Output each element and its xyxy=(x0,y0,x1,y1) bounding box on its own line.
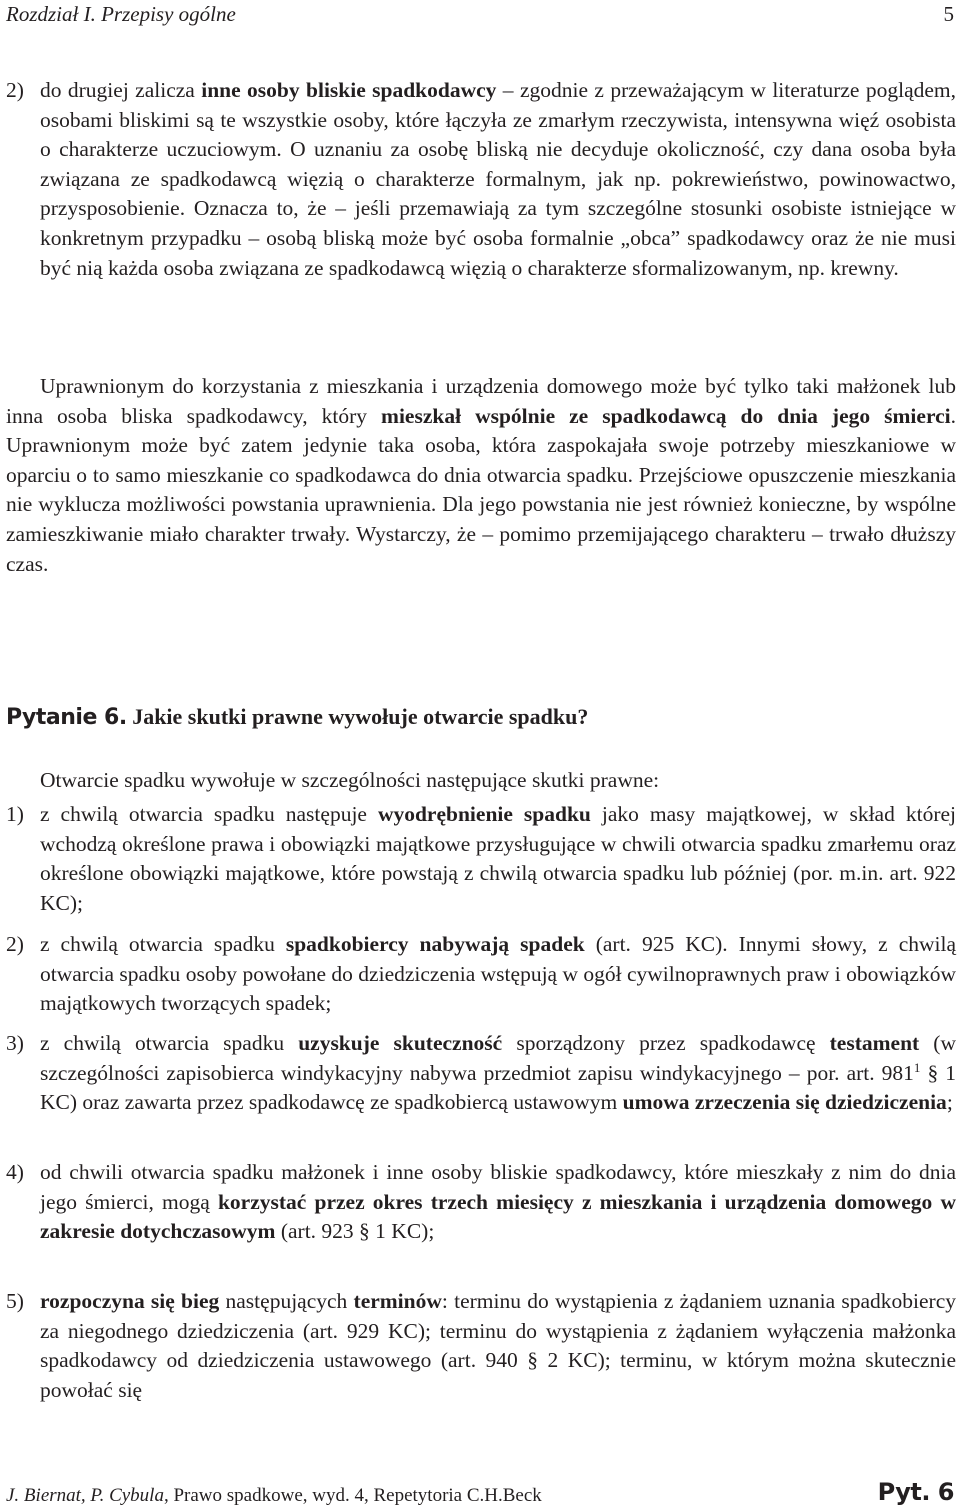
list-item-text xyxy=(40,800,956,918)
list-number: 4) xyxy=(6,1160,24,1184)
bold-run: inne osoby bliskie spadkodawcy xyxy=(201,78,497,102)
text-run: z chwilą otwarcia spadku następuje xyxy=(40,802,378,826)
bold-run: wyodrębnienie spadku xyxy=(377,802,591,826)
bold-run: spadkobiercy nabywają spadek xyxy=(285,932,585,956)
bold-run: rozpoczyna się bieg xyxy=(40,1289,220,1313)
page-number: 5 xyxy=(943,2,954,26)
question-text: Jakie skutki prawne wywołuje otwarcie spadku? xyxy=(132,704,589,729)
text-run: (art. 923 § 1 KC); xyxy=(275,1219,435,1244)
footer-citation xyxy=(6,1484,542,1508)
text-run: : terminu do wystąpienia z żądaniem uznania spadkobiercy za niegodnego dziedziczenia (art. 929 KC); terminu do wystąpienia z żądaniem wyłączenia małżonka spadkodawcy od dziedziczenia ustawowego (art. 940 § 2 KC); terminu, w którym można skutecznie powołać się xyxy=(40,1289,956,1402)
list-item xyxy=(6,76,956,283)
bold-run: testament xyxy=(829,1031,920,1055)
list-number: 2) xyxy=(6,932,24,956)
running-header-chapter: Rozdział I. Przepisy ogólne xyxy=(6,2,236,26)
list-item xyxy=(6,930,956,1019)
list-item-text xyxy=(40,1029,956,1118)
text-run: od chwili otwarcia spadku małżonek i inne osoby bliskie spadkodawcy, które mieszkały z nim do dnia jego śmierci, mogą xyxy=(40,1160,956,1214)
list-number: 5) xyxy=(6,1289,24,1313)
list-number: 2) xyxy=(6,78,24,102)
text-run: . Uprawnionym może być zatem jedynie taka osoba, która zaspokajała swoje potrzeby mieszkaniowe w oparciu o to samo mieszkanie co spadkodawca do dnia otwarcia spadku. Przejściowe opuszczenie mieszkania nie wyklucza możliwości powstania uprawnienia. Dla jego powstania nie jest również konieczne, by wspólne zamieszkiwanie miało charakter trwały. Wystarczy, że – pomimo przemijającego charakteru – trwało dłuższy czas. xyxy=(6,403,956,576)
footer-book-title: , Prawo spadkowe, wyd. 4, Repetytoria C.H.Beck xyxy=(163,1485,542,1506)
text-run: § 1 KC) oraz zawarta przez spadkodawcę ze spadkobiercą ustawowym xyxy=(40,1060,956,1115)
bold-run: mieszkał wspólnie ze spadkodawcą do dnia jego śmierci xyxy=(381,403,951,428)
list-item-text xyxy=(40,1287,956,1405)
list-item xyxy=(6,1158,956,1247)
paragraph-continuation xyxy=(6,372,956,579)
question-label: Pytanie 6. xyxy=(6,705,127,730)
list-item-text xyxy=(40,1158,956,1247)
text-run: – zgodnie z przeważającym w literaturze poglądem, osobami bliskimi są te wszystkie osoby, które łączyła ze zmarłym rzeczywista, intensywna więź osobista o charakterze uczuciowym. O uznaniu za osobę bliską nie decyduje okoliczność, czy dana osoba była związana ze spadkodawcą więzią o charakterze formalnym, jak np. pokrewieństwo, powinowactwo, przysposobienie. Oznacza to, że – jeśli przemawiają za tym szczególne stosunki osobiste istniejące w konkretnym przypadku – osobą bliską może być osoba formalnie „obca” spadkodawcy oraz że nie musi być nią każda osoba związana ze spadkodawcą więzią o charakterze sformalizowanym, np. krewny. xyxy=(40,78,956,280)
bold-run: uzyskuje skuteczność xyxy=(298,1031,503,1055)
list-item xyxy=(6,1029,956,1118)
list-item xyxy=(6,1287,956,1405)
bold-run: korzystać przez okres trzech miesięcy z mieszkania i urządzenia domowego w zakresie dotychczasowym xyxy=(40,1189,956,1244)
question-heading xyxy=(6,700,956,735)
text-run: (art. 925 KC). Innymi słowy, z chwilą otwarcia spadku osoby powołane do dziedziczenia wstępują w ogół cywilnoprawnych praw i obowiązków majątkowych tworzących spadek; xyxy=(40,932,957,1016)
text-run: do drugiej zalicza xyxy=(40,78,202,102)
text-run: ; xyxy=(946,1090,953,1115)
list-item-text xyxy=(40,930,956,1019)
text-run: następujących xyxy=(219,1289,354,1313)
list-item xyxy=(6,800,956,918)
text-run: Uprawnionym do korzystania z mieszkania i urządzenia domowego może być tylko taki małżonek lub inna osoba bliska spadkodawcy, który xyxy=(6,374,956,428)
list-number: 1) xyxy=(6,802,24,826)
text-run: (w szczególności zapisobierca windykacyjny nabywa przedmiot zapisu windykacyjnego – por. art. 981 xyxy=(40,1031,956,1085)
text-run: sporządzony przez spadkodawcę xyxy=(502,1031,830,1055)
footer-authors: J. Biernat, P. Cybula xyxy=(6,1485,164,1506)
list-item-text xyxy=(40,76,956,283)
list-number: 3) xyxy=(6,1031,24,1055)
text-run: jako masy majątkowej, w skład której wchodzą określone prawa i obowiązki majątkowe przysługujące w chwili otwarcia spadku zmarłemu oraz określone obowiązki majątkowe, które powstają z chwilą otwarcia spadku lub później (por. m.in. art. 922 KC); xyxy=(40,802,956,915)
text-run: z chwilą otwarcia spadku xyxy=(40,1031,299,1055)
footer-question-tag: Pyt. 6 xyxy=(877,1478,954,1506)
superscript: 1 xyxy=(913,1059,921,1075)
intro-sentence: Otwarcie spadku wywołuje w szczególności następujące skutki prawne: xyxy=(40,768,660,792)
text-run: z chwilą otwarcia spadku xyxy=(40,932,286,956)
bold-run: umowa zrzeczenia się dziedziczenia xyxy=(622,1090,947,1115)
bold-run: terminów xyxy=(353,1289,442,1313)
